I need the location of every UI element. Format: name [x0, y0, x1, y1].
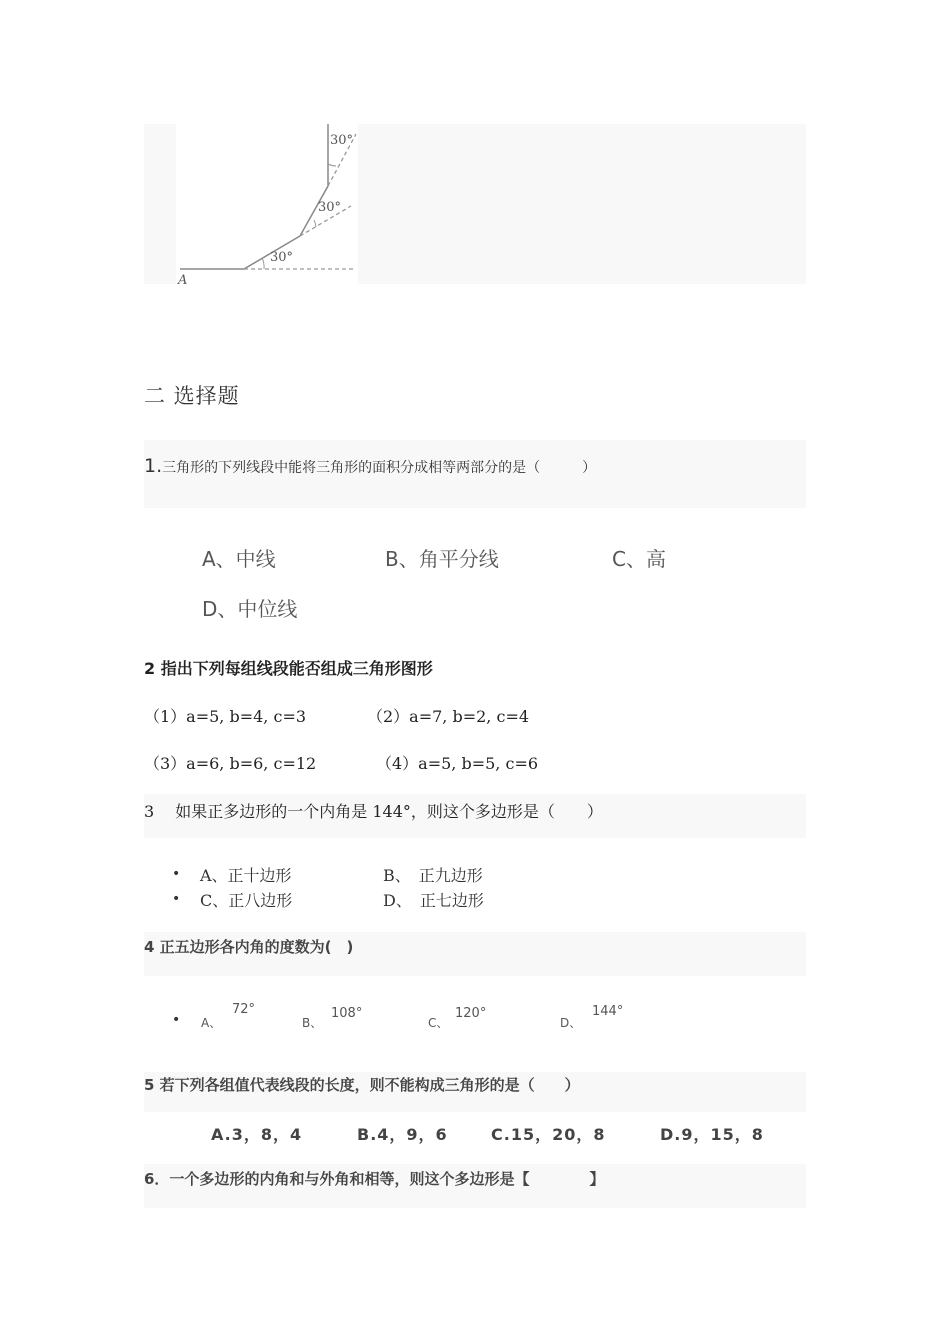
bullet-icon: •	[172, 1012, 181, 1028]
angle-arc-1	[262, 258, 264, 269]
angle-arc-2	[314, 220, 316, 227]
path-line	[180, 124, 328, 269]
question-1	[144, 455, 596, 477]
q2-item-3: （3）a=6, b=6, c=12	[144, 754, 317, 773]
angle-figure	[176, 124, 358, 284]
q4-option-d-value: 144°	[592, 1004, 624, 1019]
q4-option-b-letter[interactable]: B、	[302, 1016, 323, 1030]
q3-option-a[interactable]: A、正十边形	[200, 866, 292, 885]
bullet-icon: •	[172, 891, 181, 907]
q5-option-a[interactable]: A.3，8，4	[211, 1125, 303, 1144]
q3-option-b[interactable]: B、 正九边形	[383, 866, 483, 885]
angle-label-bottom: 30°	[270, 250, 294, 265]
q3-option-c[interactable]: C、正八边形	[200, 891, 293, 910]
q4-option-b-value: 108°	[331, 1006, 363, 1021]
angle-diagram	[176, 124, 358, 284]
q1-option-b[interactable]: B、角平分线	[385, 547, 499, 571]
question-6: 6．一个多边形的内角和与外角和相等，则这个多边形是【 】	[144, 1170, 605, 1188]
bullet-icon: •	[172, 866, 181, 882]
q5-option-d[interactable]: D.9，15，8	[660, 1125, 764, 1144]
q5-option-c[interactable]: C.15，20，8	[491, 1125, 606, 1144]
q1-option-d[interactable]: D、中位线	[202, 597, 298, 621]
angle-label-middle: 30°	[318, 200, 342, 215]
q3-option-d[interactable]: D、 正七边形	[383, 891, 484, 910]
q2-item-2: （2）a=7, b=2, c=4	[367, 707, 530, 726]
q1-option-a[interactable]: A、中线	[202, 547, 276, 571]
question-3: 3 如果正多边形的一个内角是 144°，则这个多边形是（ ）	[144, 802, 603, 821]
q4-option-a-letter[interactable]: A、	[201, 1016, 222, 1030]
q4-option-c-letter[interactable]: C、	[428, 1016, 449, 1030]
question-4: 4 正五边形各内角的度数为( )	[144, 938, 354, 956]
point-label-a: A	[178, 273, 188, 284]
question-1-number: 1.	[144, 455, 163, 477]
question-1-text: 三角形的下列线段中能将三角形的面积分成相等两部分的是（ ）	[162, 460, 597, 476]
q4-option-c-value: 120°	[455, 1006, 487, 1021]
question-2: 2 指出下列每组线段能否组成三角形图形	[144, 659, 433, 678]
q5-option-b[interactable]: B.4，9，6	[357, 1125, 448, 1144]
q1-option-c[interactable]: C、高	[612, 547, 666, 571]
q2-item-1: （1）a=5, b=4, c=3	[144, 707, 307, 726]
section-title: 二 选择题	[144, 384, 240, 408]
q4-option-d-letter[interactable]: D、	[560, 1016, 582, 1030]
q4-option-a-value: 72°	[232, 1002, 256, 1017]
q2-item-4: （4）a=5, b=5, c=6	[376, 754, 539, 773]
angle-arc-3	[328, 164, 336, 166]
question-5: 5 若下列各组值代表线段的长度，则不能构成三角形的是（ ）	[144, 1076, 580, 1094]
angle-label-top: 30°	[330, 133, 354, 148]
